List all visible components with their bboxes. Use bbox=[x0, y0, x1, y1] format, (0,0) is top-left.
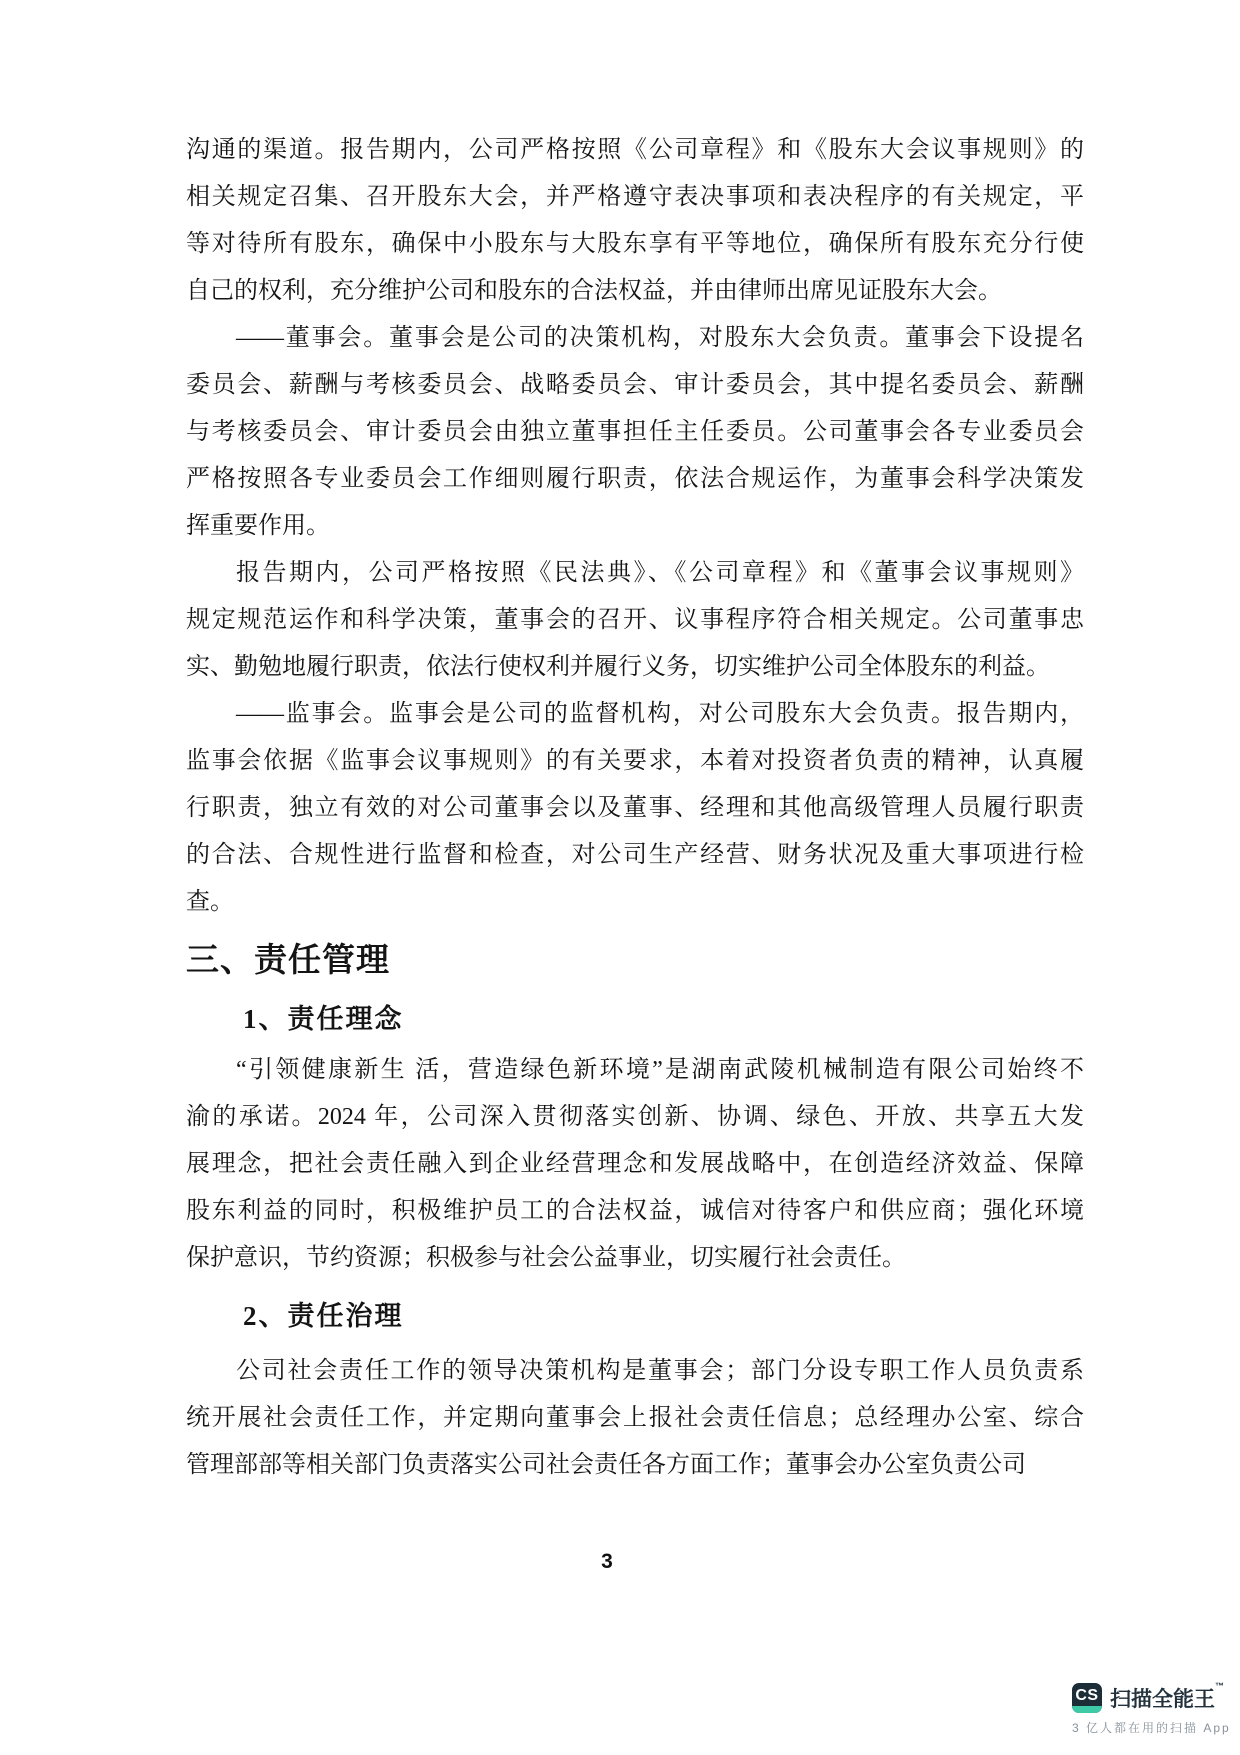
paragraph-supervisory-board bbox=[186, 691, 1084, 926]
text-line: 等对待所有股东，确保中小股东与大股东享有平等地位，确保所有股东充分行使 bbox=[186, 231, 1084, 257]
text-line: 渝的承诺。2024 年，公司深入贯彻落实创新、协调、绿色、开放、共享五大发 bbox=[186, 1104, 1084, 1130]
text-line: 自己的权利，充分维护公司和股东的合法权益，并由律师出席见证股东大会。 bbox=[186, 278, 1002, 304]
camscanner-app-name bbox=[1110, 1683, 1224, 1713]
text-line: ——监事会。监事会是公司的监督机构，对公司股东大会负责。报告期内， bbox=[236, 701, 1084, 727]
text-line: 沟通的渠道。报告期内，公司严格按照《公司章程》和《股东大会议事规则》的 bbox=[186, 137, 1084, 163]
text-line: 股东利益的同时，积极维护员工的合法权益，诚信对待客户和供应商；强化环境 bbox=[186, 1198, 1084, 1224]
paragraph-shareholder-meeting bbox=[186, 127, 1084, 315]
text-line: ——董事会。董事会是公司的决策机构，对股东大会负责。董事会下设提名 bbox=[236, 325, 1084, 351]
text-line: 行职责，独立有效的对公司董事会以及董事、经理和其他高级管理人员履行职责 bbox=[186, 795, 1084, 821]
text-line: 公司社会责任工作的领导决策机构是董事会；部门分设专职工作人员负责系 bbox=[236, 1358, 1084, 1384]
text-line: 挥重要作用。 bbox=[186, 513, 330, 539]
text-line: 保护意识，节约资源；积极参与社会公益事业，切实履行社会责任。 bbox=[186, 1245, 906, 1271]
subsection-heading-responsibility-philosophy: 1、责任理念 bbox=[243, 1004, 404, 1034]
logo-cs-letters: CS bbox=[1075, 1687, 1099, 1704]
app-name-text: 扫描全能王 bbox=[1110, 1688, 1215, 1711]
subsection-heading-responsibility-governance: 2、责任治理 bbox=[243, 1301, 404, 1331]
paragraph-responsibility-philosophy bbox=[186, 1047, 1084, 1282]
page-number: 3 bbox=[601, 1550, 613, 1573]
text-line: 实、勤勉地履行职责，依法行使权利并履行义务，切实维护公司全体股东的利益。 bbox=[186, 654, 1050, 680]
text-line: 严格按照各专业委员会工作细则履行职责，依法合规运作，为董事会科学决策发 bbox=[186, 466, 1084, 492]
camscanner-watermark bbox=[1072, 1681, 1231, 1736]
text-line: 相关规定召集、召开股东大会，并严格遵守表决事项和表决程序的有关规定，平 bbox=[186, 184, 1084, 210]
paragraph-board-operation bbox=[186, 550, 1084, 691]
text-line: 监事会依据《监事会议事规则》的有关要求，本着对投资者负责的精神，认真履 bbox=[186, 748, 1084, 774]
camscanner-logo-row bbox=[1072, 1683, 1222, 1713]
camscanner-logo-icon bbox=[1072, 1683, 1102, 1713]
body-text-block bbox=[186, 127, 1084, 1489]
camscanner-tagline: 3 亿人都在用的扫描 App bbox=[1072, 1721, 1231, 1735]
paragraph-responsibility-governance bbox=[186, 1348, 1084, 1489]
text-line: “引领健康新生 活，营造绿色新环境”是湖南武陵机械制造有限公司始终不 bbox=[236, 1057, 1084, 1083]
text-line: 管理部部等相关部门负责落实公司社会责任各方面工作；董事会办公室负责公司 bbox=[186, 1452, 1026, 1478]
text-line: 展理念，把社会责任融入到企业经营理念和发展战略中，在创造经济效益、保障 bbox=[186, 1151, 1084, 1177]
text-line: 规定规范运作和科学决策，董事会的召开、议事程序符合相关规定。公司董事忠 bbox=[186, 607, 1084, 633]
paragraph-board-of-directors bbox=[186, 315, 1084, 550]
section-heading-responsibility-management: 三、责任管理 bbox=[186, 943, 390, 979]
text-line: 与考核委员会、审计委员会由独立董事担任主任委员。公司董事会各专业委员会 bbox=[186, 419, 1084, 445]
text-line: 查。 bbox=[186, 889, 234, 915]
text-line: 报告期内，公司严格按照《民法典》、《公司章程》和《董事会议事规则》 bbox=[236, 560, 1084, 586]
trademark-symbol: ™ bbox=[1215, 1681, 1224, 1691]
text-line: 的合法、合规性进行监督和检查，对公司生产经营、财务状况及重大事项进行检 bbox=[186, 842, 1084, 868]
logo-accent-bar bbox=[1072, 1706, 1102, 1713]
text-line: 委员会、薪酬与考核委员会、战略委员会、审计委员会，其中提名委员会、薪酬 bbox=[186, 372, 1084, 398]
text-line: 统开展社会责任工作，并定期向董事会上报社会责任信息；总经理办公室、综合 bbox=[186, 1405, 1084, 1431]
